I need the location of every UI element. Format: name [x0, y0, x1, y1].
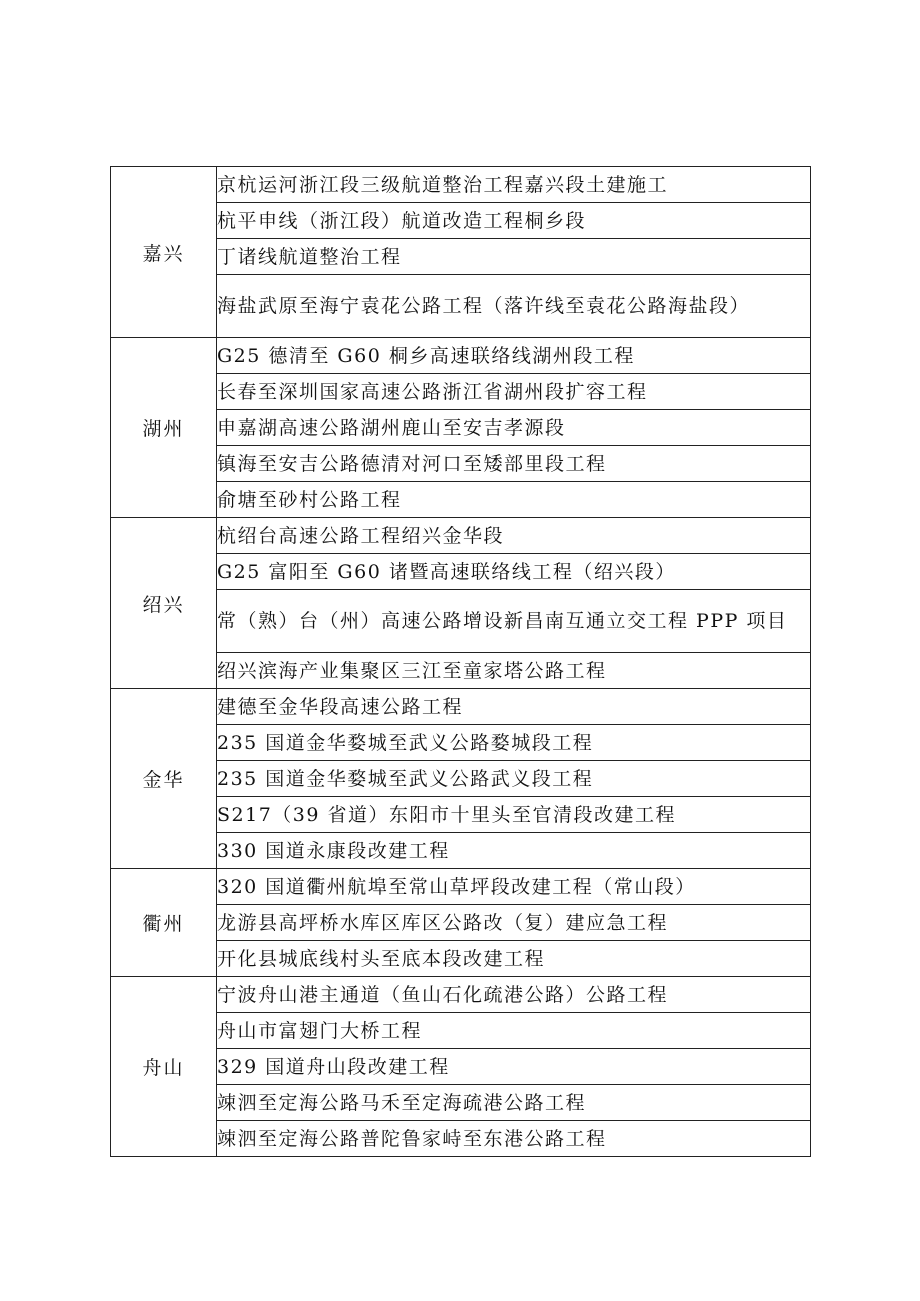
- project-cell: 329 国道舟山段改建工程: [217, 1049, 811, 1085]
- project-table-body: [111, 167, 811, 1157]
- project-table: [110, 166, 811, 1157]
- project-cell: 宁波舟山港主通道（鱼山石化疏港公路）公路工程: [217, 977, 811, 1013]
- project-cell: 丁诸线航道整治工程: [217, 239, 811, 275]
- project-cell: 竦泗至定海公路马禾至定海疏港公路工程: [217, 1085, 811, 1121]
- project-cell: 杭绍台高速公路工程绍兴金华段: [217, 518, 811, 554]
- city-cell: 衢州: [111, 869, 217, 977]
- project-cell: 海盐武原至海宁袁花公路工程（落许线至袁花公路海盐段）: [217, 275, 811, 338]
- project-cell: 杭平申线（浙江段）航道改造工程桐乡段: [217, 203, 811, 239]
- project-cell: 330 国道永康段改建工程: [217, 833, 811, 869]
- project-cell: 开化县城底线村头至底本段改建工程: [217, 941, 811, 977]
- city-cell: 湖州: [111, 338, 217, 518]
- project-cell: 235 国道金华婺城至武义公路武义段工程: [217, 761, 811, 797]
- project-cell: 建德至金华段高速公路工程: [217, 689, 811, 725]
- table-row: [111, 167, 811, 203]
- project-cell: S217（39 省道）东阳市十里头至官清段改建工程: [217, 797, 811, 833]
- project-cell: 常（熟）台（州）高速公路增设新昌南互通立交工程 PPP 项目: [217, 590, 811, 653]
- project-cell: G25 德清至 G60 桐乡高速联络线湖州段工程: [217, 338, 811, 374]
- project-cell: 俞塘至砂村公路工程: [217, 482, 811, 518]
- city-cell: 嘉兴: [111, 167, 217, 338]
- project-cell: G25 富阳至 G60 诸暨高速联络线工程（绍兴段）: [217, 554, 811, 590]
- project-cell: 长春至深圳国家高速公路浙江省湖州段扩容工程: [217, 374, 811, 410]
- project-cell: 申嘉湖高速公路湖州鹿山至安吉孝源段: [217, 410, 811, 446]
- table-row: [111, 338, 811, 374]
- project-cell: 235 国道金华婺城至武义公路婺城段工程: [217, 725, 811, 761]
- city-cell: 舟山: [111, 977, 217, 1157]
- table-row: [111, 689, 811, 725]
- city-cell: 金华: [111, 689, 217, 869]
- project-cell: 绍兴滨海产业集聚区三江至童家塔公路工程: [217, 653, 811, 689]
- project-cell: 竦泗至定海公路普陀鲁家峙至东港公路工程: [217, 1121, 811, 1157]
- project-cell: 舟山市富翅门大桥工程: [217, 1013, 811, 1049]
- project-cell: 320 国道衢州航埠至常山草坪段改建工程（常山段）: [217, 869, 811, 905]
- project-cell: 京杭运河浙江段三级航道整治工程嘉兴段土建施工: [217, 167, 811, 203]
- table-row: [111, 518, 811, 554]
- table-row: [111, 977, 811, 1013]
- project-cell: 镇海至安吉公路德清对河口至矮部里段工程: [217, 446, 811, 482]
- project-cell: 龙游县高坪桥水库区库区公路改（复）建应急工程: [217, 905, 811, 941]
- city-cell: 绍兴: [111, 518, 217, 689]
- table-row: [111, 869, 811, 905]
